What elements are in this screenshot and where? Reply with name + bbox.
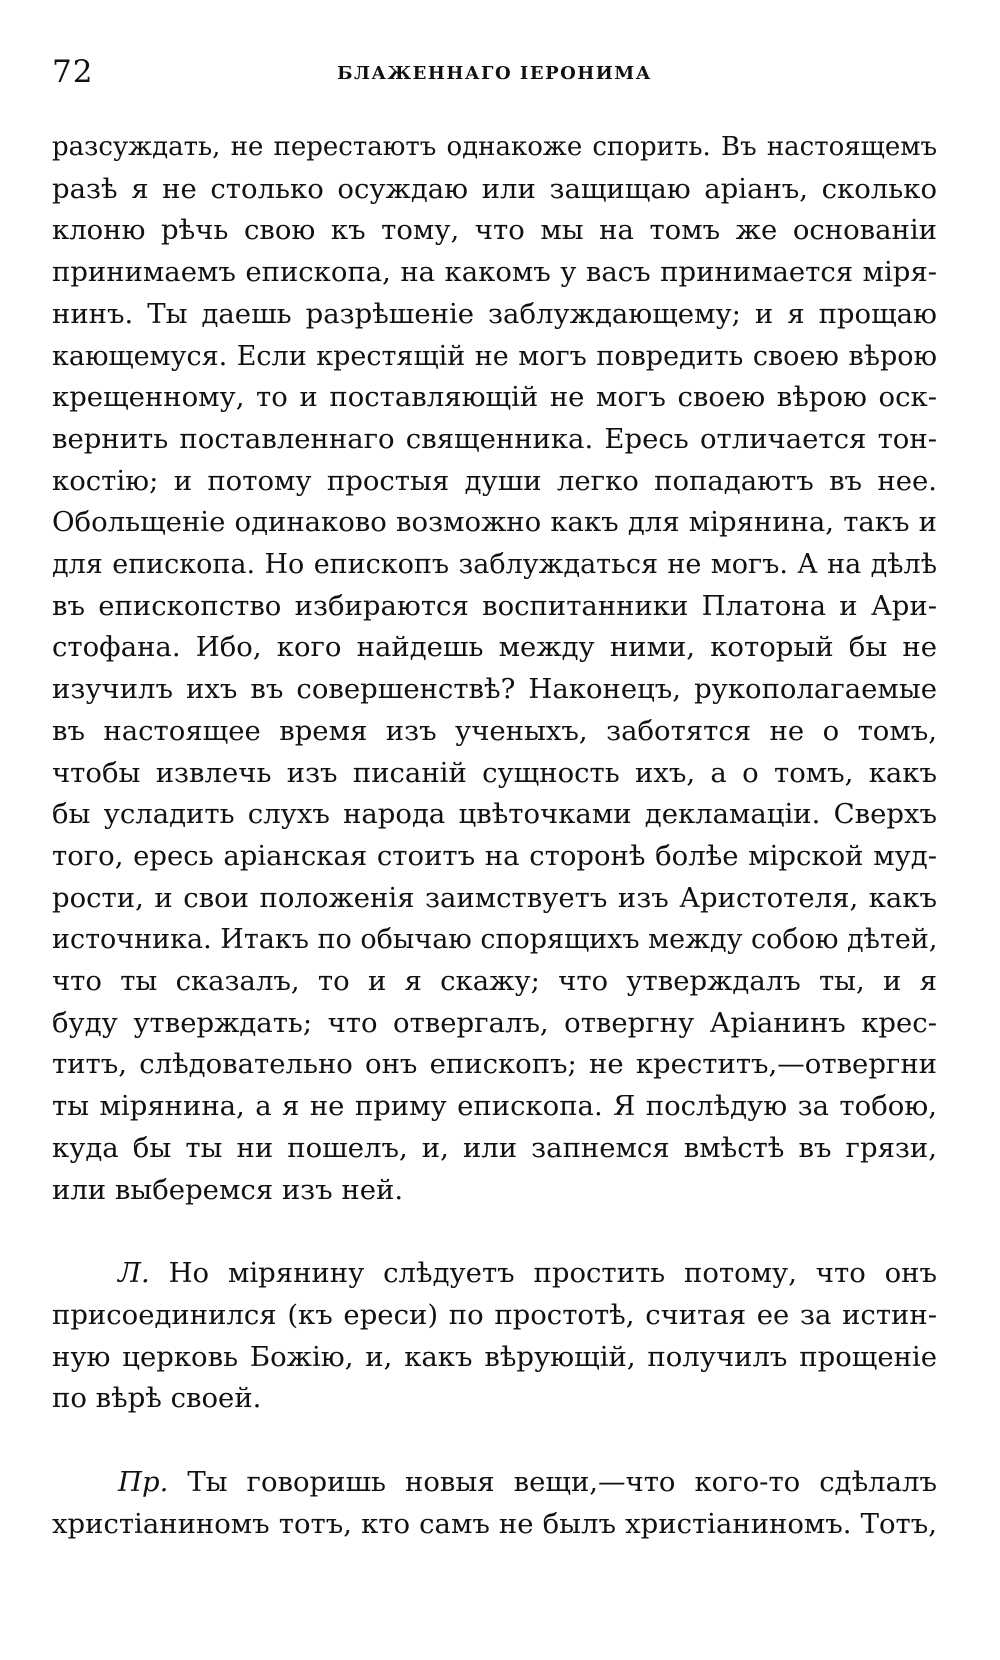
page-number: 72 <box>52 54 94 90</box>
text-line: кающемуся. Если крестящій не могъ повредить своею вѣрою <box>52 340 937 372</box>
text-line: или выберемся изъ ней. <box>52 1173 404 1206</box>
text-line: титъ, слѣдовательно онъ епископъ; не креститъ,—отвергни <box>52 1048 937 1081</box>
running-head: БЛАЖЕННАГО ІЕРОНИМА <box>337 63 652 84</box>
text-line: крещенному, то и поставляющій не могъ своею вѣрою оск- <box>52 381 937 414</box>
text-line: клоню рѣчь свою къ тому, что мы на томъ же основаніи <box>52 214 937 247</box>
text-line: ную церковь Божію, и, какъ вѣрующій, получилъ прощеніе <box>52 1340 937 1373</box>
text-line-body: Но мірянину слѣдуетъ простить потому, что онъ <box>168 1257 937 1290</box>
text-line: по вѣрѣ своей. <box>52 1382 262 1415</box>
text-line: Обольщеніе одинаково возможно какъ для мірянина, такъ и <box>52 506 937 539</box>
text-line: стофана. Ибо, кого найдешь между ними, который бы не <box>52 631 937 664</box>
text-line: бы усладить слухъ народа цвѣточками декламаціи. Сверхъ <box>52 798 937 831</box>
text-line: рости, и свои положенія заимствуетъ изъ Аристотеля, какъ <box>52 881 937 914</box>
text-line <box>52 1462 937 1504</box>
text-line: разсуждать, не перестаютъ однакоже спорить. Въ настоящемъ <box>52 132 937 162</box>
text-line: разѣ я не столько осуждаю или защищаю аріанъ, сколько <box>52 172 937 205</box>
text-line: въ епископство избираются воспитанники Платона и Ари- <box>52 589 937 622</box>
text-line-body: Ты говоришь новыя вещи,—что кого-то сдѣлалъ <box>187 1466 937 1499</box>
speaker-label: Л. <box>118 1257 150 1290</box>
text-line: въ настоящее время изъ ученыхъ, заботятся не о томъ, <box>52 714 937 747</box>
text-line: что ты сказалъ, то и я скажу; что утверждалъ ты, и я <box>52 965 937 998</box>
text-line: для епископа. Но епископъ заблуждаться не могъ. А на дѣлѣ <box>52 549 937 581</box>
text-line: нинъ. Ты даешь разрѣшеніе заблуждающему; и я прощаю <box>52 297 937 330</box>
text-line: куда бы ты ни пошелъ, и, или запнемся вмѣстѣ въ грязи, <box>52 1131 937 1164</box>
text-line <box>52 1253 937 1295</box>
paragraph-2 <box>52 1253 937 1420</box>
text-line: вернить поставленнаго священника. Ересь отличается тон- <box>52 422 937 455</box>
book-page <box>52 52 937 1546</box>
paragraph-3 <box>52 1462 937 1545</box>
text-line: изучилъ ихъ въ совершенствѣ? Наконецъ, рукополагаемые <box>52 673 937 706</box>
paragraph-1 <box>52 127 937 1211</box>
text-line: костію; и потому простыя души легко попадаютъ въ нее. <box>52 464 937 497</box>
text-line: буду утверждать; что отвергалъ, отвергну Аріанинъ крес- <box>52 1006 937 1039</box>
text-line: присоединился (къ ереси) по простотѣ, считая ее за истин- <box>52 1298 937 1331</box>
speaker-label: Пр. <box>118 1466 169 1499</box>
text-line: ты мірянина, а я не приму епископа. Я послѣдую за тобою, <box>52 1090 937 1123</box>
text-line: чтобы извлечь изъ писаній сущность ихъ, а о томъ, какъ <box>52 756 937 789</box>
page-header <box>52 52 937 100</box>
text-line: источника. Итакъ по обычаю спорящихъ между собою дѣтей, <box>52 924 938 956</box>
text-line: принимаемъ епископа, на какомъ у васъ принимается міря- <box>52 256 937 289</box>
text-line: того, ересь аріанская стоитъ на сторонѣ болѣе мірской муд- <box>52 839 937 872</box>
text-line: христіаниномъ тотъ, кто самъ не былъ христіаниномъ. Тотъ, <box>52 1507 937 1540</box>
